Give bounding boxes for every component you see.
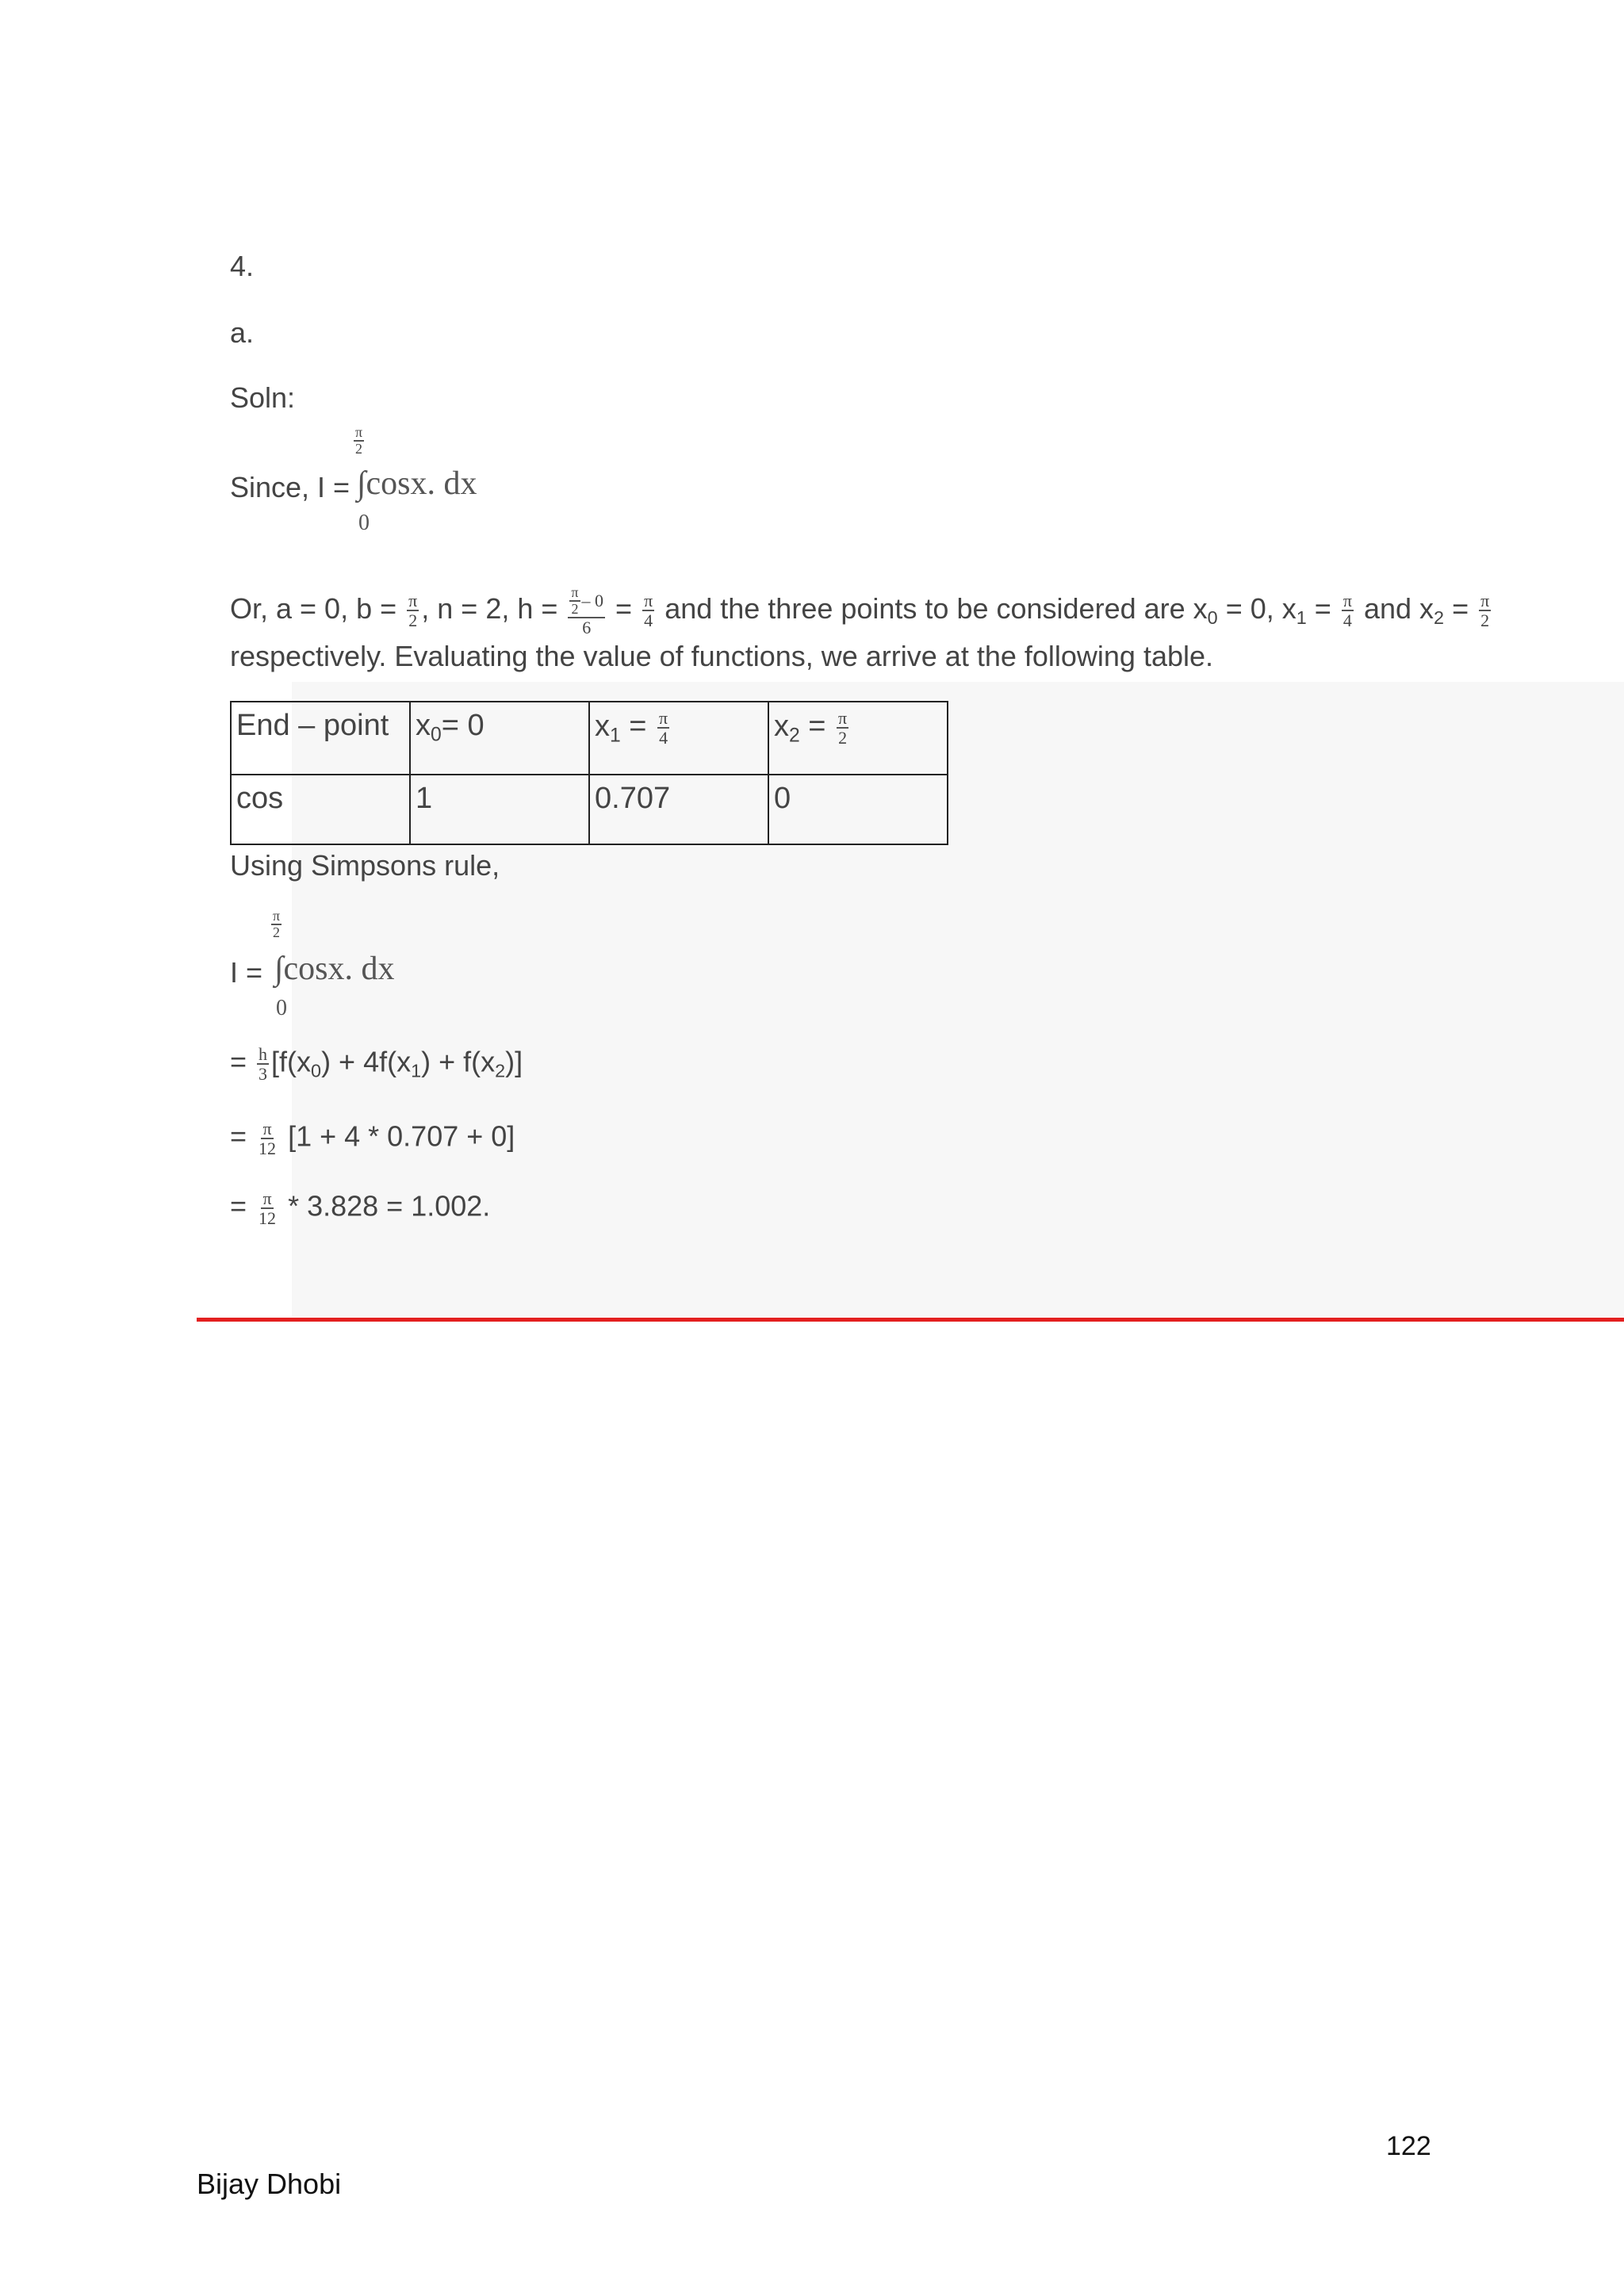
since-prefix: Since, I = xyxy=(230,471,350,503)
table-cell: 0 xyxy=(768,775,948,844)
table-cell: $x_1$ = $\frac{\pi}{4}$ xyxy=(589,702,768,775)
integral-2-integrand: ∫cosx. dx xyxy=(274,951,395,987)
using-simpsons-text: Using Simpsons rule, xyxy=(230,849,500,882)
red-divider-rule xyxy=(197,1318,1624,1322)
substitution-line: = $\frac{\pi}{12}$ [1 + 4 * 0.707 + 0] xyxy=(230,1119,515,1159)
since-lower-limit: 0 xyxy=(358,511,370,535)
table-row xyxy=(231,775,948,844)
integral-2-prefix: I = xyxy=(230,956,263,989)
table-row xyxy=(231,702,948,775)
h-over-3-fraction: $\frac{h}{3}$ xyxy=(259,1044,268,1085)
since-integral xyxy=(230,420,547,539)
result-line: = $\frac{\pi}{12}$ * 3.828 = 1.002. xyxy=(230,1188,491,1229)
table-cell: End – point xyxy=(231,702,410,775)
x1-fraction: $\frac{\pi}{4}$ xyxy=(1342,591,1352,631)
parameters-line: Or, a = 0, b = $\frac{\pi}{2}$ , n = 2, h = $\frac{\pi}{2}$ – 0 6 = $\frac{\pi}{4}$ and the three points to be considered are $x_0 = 0$, $x_1$ = $\frac{\pi}{4}$ and $x_2$ = $\frac{\pi}{2}$ xyxy=(230,584,1490,637)
integral-2-lower-limit: 0 xyxy=(276,996,287,1020)
h-fraction: $\frac{\pi}{2}$ – 0 6 xyxy=(568,585,605,637)
table-cell: cos xyxy=(231,775,410,844)
b-fraction: $\frac{\pi}{2}$ xyxy=(408,591,418,631)
table-cell: $x_2$ = $\frac{\pi}{2}$ xyxy=(768,702,948,775)
since-upper-limit: $\frac{\pi}{2}$ xyxy=(355,424,363,457)
parameters-line-2: respectively. Evaluating the value of functions, we arrive at the following table. xyxy=(230,640,1214,672)
pi-over-12-fraction-2: $\frac{\pi}{12}$ xyxy=(259,1188,277,1229)
integral-2-upper-limit: $\frac{\pi}{2}$ xyxy=(273,908,281,940)
table-cell: 0.707 xyxy=(589,775,768,844)
since-integrand: ∫cosx. dx xyxy=(357,465,477,502)
values-table xyxy=(230,701,948,845)
part-label: a. xyxy=(230,316,255,349)
x2-fraction: $\frac{\pi}{2}$ xyxy=(1480,591,1490,631)
h-value-fraction: $\frac{\pi}{4}$ xyxy=(644,591,653,631)
author-footer: Bijay Dhobi xyxy=(197,2168,342,2200)
page-number: 122 xyxy=(1386,2131,1431,2161)
table-cell: $x_0= 0$ xyxy=(410,702,589,775)
table-cell: 1 xyxy=(410,775,589,844)
integral-2 xyxy=(230,904,468,1023)
simpson-formula-line: = $\frac{h}{3}$ $[f(x_0) + 4f(x_1) + f(x_2)]$ xyxy=(230,1044,523,1085)
solution-label: Soln: xyxy=(230,381,296,414)
question-number: 4. xyxy=(230,250,255,282)
pi-over-12-fraction: $\frac{\pi}{12}$ xyxy=(259,1119,277,1159)
